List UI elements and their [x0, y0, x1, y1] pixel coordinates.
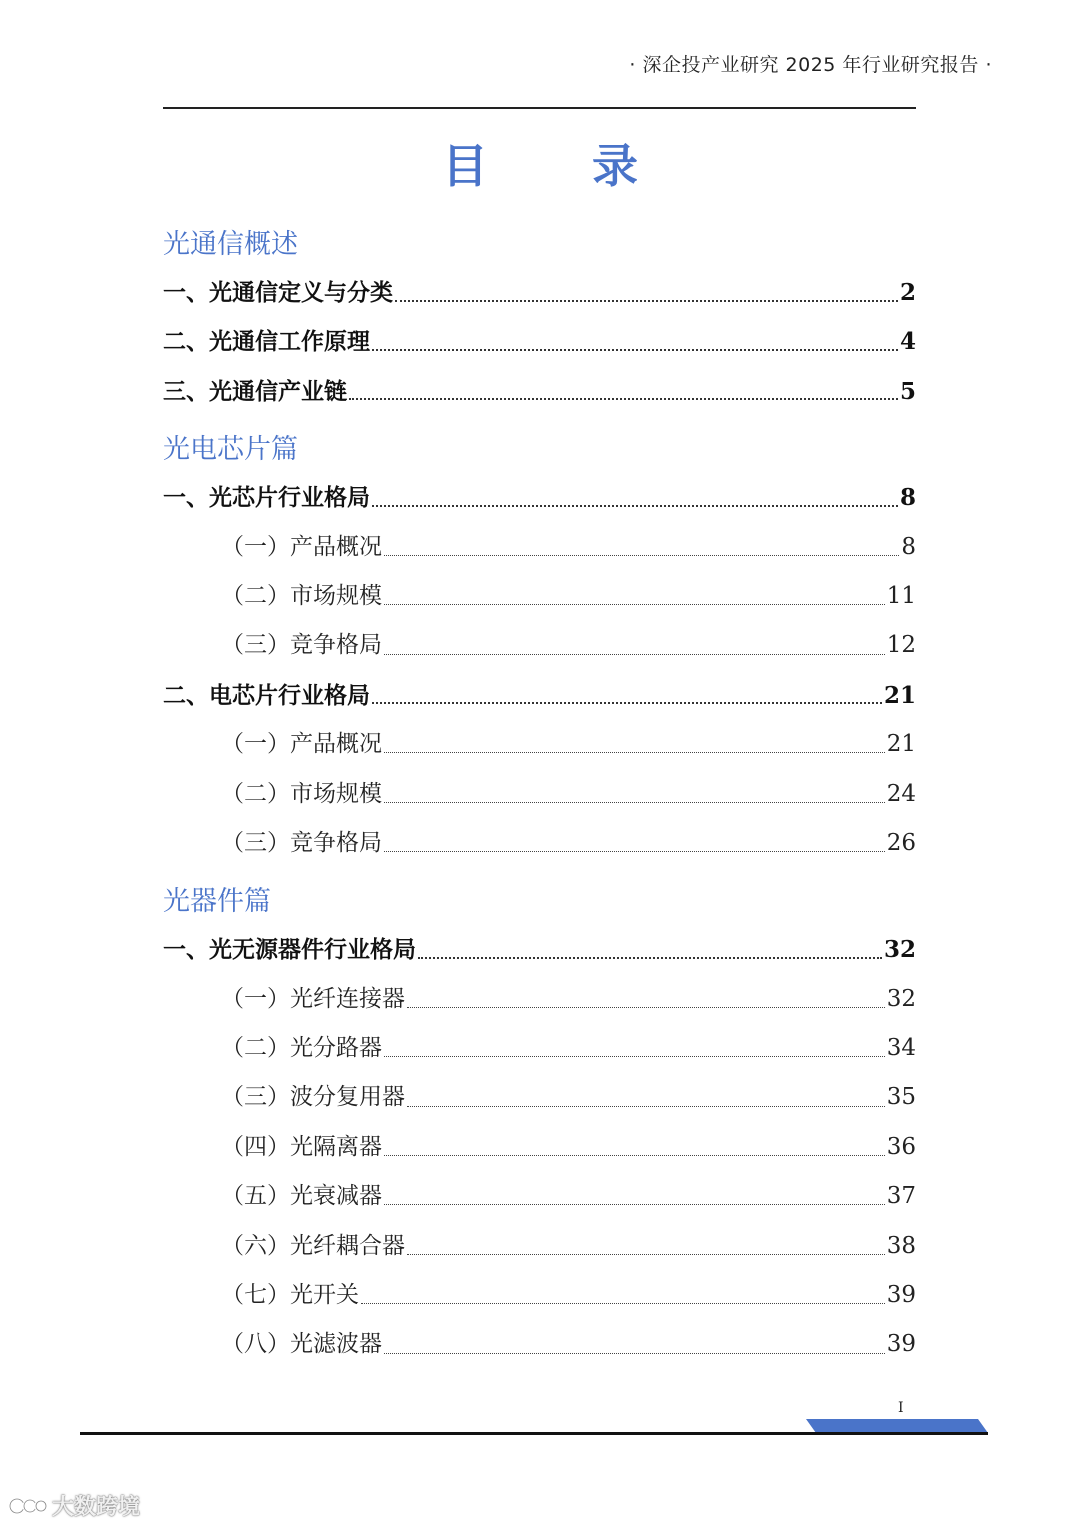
- toc-subentry[interactable]: [163, 975, 916, 1024]
- toc-entry-label: （一）产品概况: [221, 533, 382, 560]
- dot-leader: [372, 702, 882, 704]
- section-heading: 光器件篇: [163, 886, 271, 918]
- toc-entry-page: 32: [883, 936, 916, 964]
- toc-entry-page: 39: [886, 1282, 916, 1309]
- toc-subentry[interactable]: [163, 1024, 916, 1073]
- dot-leader: [407, 1254, 885, 1255]
- toc-subentry[interactable]: [163, 819, 916, 868]
- toc-entry-label: （二）市场规模: [221, 780, 382, 807]
- toc-entry-page: 38: [886, 1232, 916, 1259]
- toc-entry[interactable]: [163, 925, 916, 974]
- page-title: 目 录: [441, 139, 682, 193]
- toc-entry-label: （八）光滤波器: [221, 1331, 382, 1358]
- toc-entry-label: （二）光分路器: [221, 1035, 382, 1062]
- dot-leader: [384, 1155, 885, 1156]
- toc-entry-page: 2: [899, 279, 916, 306]
- toc-entry-label: （七）光开关: [221, 1282, 359, 1309]
- footer-accent-bar: [806, 1419, 988, 1433]
- toc-entry-label: （四）光隔离器: [221, 1133, 382, 1160]
- toc-subentry[interactable]: [163, 1271, 916, 1320]
- brand-logo-icon: [8, 1493, 48, 1519]
- dot-leader: [407, 1007, 885, 1008]
- toc-subentry[interactable]: [163, 1073, 916, 1122]
- dot-leader: [384, 1353, 885, 1354]
- toc-entry-page: 32: [886, 985, 916, 1012]
- toc-section: [163, 879, 916, 1370]
- toc-entry-page: 37: [886, 1183, 916, 1210]
- toc-entry-page: 36: [886, 1133, 916, 1160]
- watermark-text: 大数跨境: [52, 1495, 141, 1520]
- toc-entry-page: 39: [886, 1331, 916, 1358]
- toc-entry-label: （一）产品概况: [221, 731, 382, 758]
- dot-leader: [349, 398, 898, 400]
- dot-leader: [384, 555, 899, 556]
- toc-entry-label: 一、光通信定义与分类: [163, 279, 393, 306]
- toc-subentry[interactable]: [163, 572, 916, 621]
- toc-entry-label: （二）市场规模: [221, 582, 382, 609]
- dot-leader: [418, 957, 882, 959]
- toc-subentry[interactable]: [163, 523, 916, 572]
- toc-subentry[interactable]: [163, 1172, 916, 1221]
- dot-leader: [372, 505, 898, 507]
- toc-section: [163, 222, 916, 416]
- toc-entry-label: （五）光衰减器: [221, 1183, 382, 1210]
- toc-entry-page: 4: [899, 328, 916, 356]
- toc-entry-label: 三、光通信产业链: [163, 377, 347, 405]
- toc-subentry[interactable]: [163, 621, 916, 670]
- toc-subentry[interactable]: [163, 770, 916, 819]
- toc-entry-page: 35: [886, 1084, 916, 1111]
- dot-leader: [384, 752, 885, 753]
- dot-leader: [384, 1204, 885, 1205]
- toc-entry[interactable]: [163, 671, 916, 720]
- toc-entry-label: 一、光无源器件行业格局: [163, 936, 416, 964]
- dot-leader: [384, 1056, 885, 1057]
- running-header: · 深企投产业研究 2025 年行业研究报告 ·: [629, 54, 992, 76]
- toc-entry-page: 26: [886, 829, 916, 856]
- toc-subentry[interactable]: [163, 1123, 916, 1172]
- toc-entry-label: （三）波分复用器: [221, 1084, 405, 1111]
- footer-divider: [80, 1432, 988, 1435]
- toc-entry-page: 12: [886, 632, 916, 659]
- toc-entry-page: 8: [901, 533, 916, 560]
- toc-entry-page: 24: [886, 780, 916, 807]
- toc-entry[interactable]: [163, 317, 916, 366]
- section-heading: 光通信概述: [163, 229, 298, 260]
- toc-entry-label: （三）竞争格局: [221, 829, 382, 856]
- dot-leader: [361, 1303, 885, 1304]
- watermark: [8, 1490, 140, 1521]
- toc-entry-page: 21: [883, 681, 916, 709]
- table-of-contents: [163, 222, 916, 1370]
- toc-entry-label: （三）竞争格局: [221, 632, 382, 659]
- toc-subentry[interactable]: [163, 720, 916, 769]
- toc-entry-label: （六）光纤耦合器: [221, 1232, 405, 1259]
- dot-leader: [384, 802, 885, 803]
- toc-entry-label: 二、光通信工作原理: [163, 328, 370, 356]
- dot-leader: [372, 349, 898, 351]
- toc-subentry[interactable]: [163, 1320, 916, 1369]
- toc-entry-label: 二、电芯片行业格局: [163, 681, 370, 709]
- toc-entry-page: 34: [886, 1035, 916, 1062]
- toc-entry[interactable]: [163, 473, 916, 522]
- dot-leader: [384, 654, 885, 655]
- page-number: I: [898, 1400, 904, 1416]
- toc-entry[interactable]: [163, 367, 916, 416]
- toc-subentry[interactable]: [163, 1222, 916, 1271]
- section-heading: 光电芯片篇: [163, 434, 298, 466]
- toc-entry-page: 8: [899, 484, 916, 512]
- toc-entry[interactable]: [163, 268, 916, 317]
- header-divider: [163, 107, 916, 109]
- toc-entry-label: （一）光纤连接器: [221, 985, 405, 1012]
- dot-leader: [407, 1106, 885, 1107]
- dot-leader: [395, 300, 898, 302]
- toc-section: [163, 427, 916, 868]
- toc-entry-page: 5: [899, 377, 916, 405]
- dot-leader: [384, 851, 885, 852]
- dot-leader: [384, 604, 885, 605]
- toc-entry-label: 一、光芯片行业格局: [163, 484, 370, 512]
- toc-entry-page: 11: [886, 582, 916, 609]
- toc-entry-page: 21: [886, 731, 916, 758]
